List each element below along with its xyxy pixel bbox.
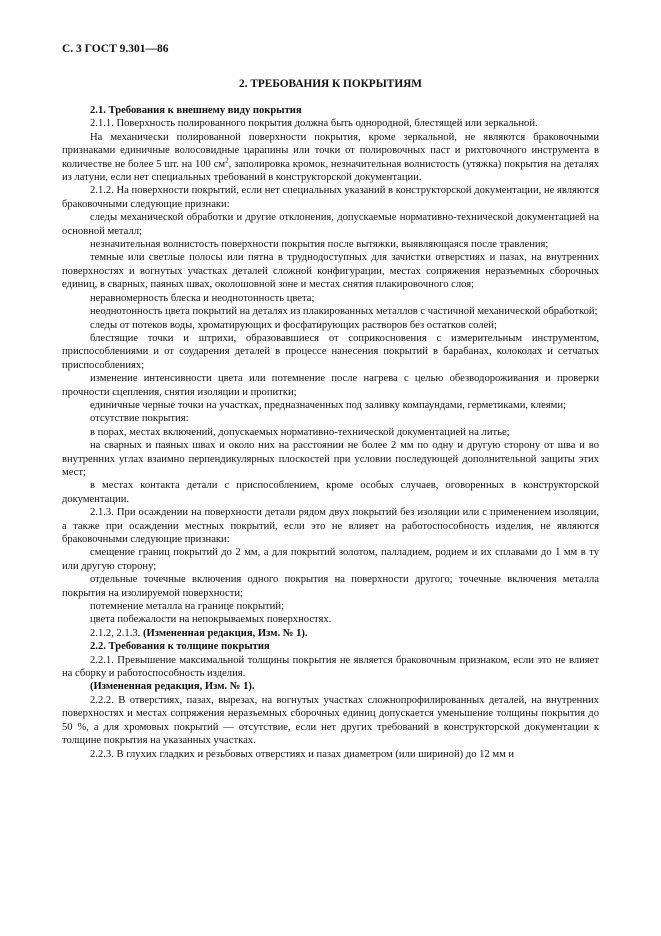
paragraph: 2.2.2. В отверстиях, пазах, вырезах, на вогнутых участках сложнопрофилированных деталей, на внутренних поверхностях и местах сопряжения неразъемных сборочных единиц допускается уменьшение толщины покрытия до 50 %, а для хромовых покрытий — отсутствие, если нет других требований в конструкторской документации к толщине покрытия на указанных участках. (62, 694, 599, 747)
paragraph: незначительная волнистость поверхности покрытия после вытяжки, выявляющаяся после травления; (90, 239, 549, 251)
paragraph: отдельные точечные включения одного покрытия на поверхности другого; точечные включения металла покрытия на изолируемой поверхности; (62, 574, 599, 599)
paragraph: На механически полированной поверхности покрытия, кроме зеркальной, не являются браковочными признаками единичные волосовидные царапины или точки от полировочных паст и рихтовочного инструмента в количестве не более 5 шт. на 100 $см^2$, заполировка кромок, незначительная волнистость (утяжка) покрытия на деталях из латуни, если нет специальных требований в конструкторской документации. (62, 131, 599, 184)
page-header: С. 3 ГОСТ 9.301—86 (62, 43, 169, 55)
paragraph: следы от потеков воды, хроматирующих и фосфатирующих растворов без остатков солей; (90, 319, 497, 331)
amendment-note: (Измененная редакция, Изм. № 1). (140, 627, 308, 639)
paragraph: единичные черные точки на участках, предназначенных под заливку компаундами, герметиками, клеями; (90, 399, 566, 411)
paragraph: в порах, местах включений, допускаемых нормативно-технической документацией на литье; (90, 426, 510, 438)
paragraph: неравномерность блеска и неоднотонность цвета; (90, 292, 315, 304)
paragraph: изменение интенсивности цвета или потемнение после нагрева с целью обезводороживания и проверки прочности сцепления, снятия изоляции и пропитки; (62, 373, 599, 398)
paragraph: 2.2.1. Превышение максимальной толщины покрытия не является браковочным признаком, если это не влияет на сборку и работоспособность изделия. (62, 654, 599, 680)
paragraph: отсутствие покрытия: (90, 413, 189, 425)
paragraph: 2.1.2. На поверхности покрытий, если нет специальных указаний в конструкторской документации, не являются браковочными следующие признаки: (62, 185, 599, 210)
paragraph: 2.1.2, 2.1.3. (Измененная редакция, Изм. № 1). (90, 627, 308, 639)
paragraph: 2.1.1. Поверхность полированного покрытия должна быть однородной, блестящей или зеркальной. (90, 118, 538, 130)
paragraph: неоднотонность цвета покрытий на деталях из плакированных металлов с частичной механической обработкой; (90, 306, 598, 318)
paragraph: блестящие точки и штрихи, образовавшиеся от соприкосновения с измерительным инструментом, приспособлениями и от соударения деталей в процессе нанесения покрытий в барабанах, колоколах и сетчатых приспособлениях; (62, 332, 599, 371)
paragraph: 2.2.3. В глухих гладких и резьбовых отверстиях и пазах диаметром (или шириной) до 12 мм и (90, 748, 515, 760)
paragraph: 2.1. Требования к внешнему виду покрытия (90, 105, 302, 116)
document-body (62, 104, 599, 761)
paragraph: на сварных и паяных швах и около них на расстоянии не более 2 мм по одну и другую сторону от шва и во внутренних углах взаимно перпендикулярных плоскостей при условии последующей дополнительной защиты этих мест; (62, 440, 599, 478)
paragraph: 2.2. Требования к толщине покрытия (90, 641, 270, 653)
paragraph: потемнение металла на границе покрытий; (90, 601, 284, 613)
paragraph: смещение границ покрытий до 2 мм, а для покрытий золотом, палладием, родием и их сплавами до 1 мм в ту или другую сторону; (62, 547, 599, 572)
paragraph: темные или светлые полосы или пятна в труднодоступных для зачистки отверстиях и пазах, на внутренних поверхностях и вогнутых участках деталей сложной конфигурации, местах сопряжения неразъемных сборочных единиц, в сварных, паяных швах, околошовной зоне и местах снятия плакировочного слоя; (62, 252, 599, 291)
section-title: 2. ТРЕБОВАНИЯ К ПОКРЫТИЯМ (239, 78, 422, 90)
paragraph: следы механической обработки и другие отклонения, допускаемые нормативно-технической документацией на основной металл; (62, 212, 599, 237)
paragraph: в местах контакта детали с приспособлением, кроме особых случаев, оговоренных в конструкторской документации. (62, 480, 599, 505)
paragraph: цвета побежалости на непокрываемых поверхностях. (90, 614, 332, 626)
paragraph: (Измененная редакция, Изм. № 1). (90, 681, 255, 693)
paragraph: 2.1.3. При осаждении на поверхности детали рядом двух покрытий без изоляции или с применением изоляции, а также при осаждении местных покрытий, если это не влияет на работоспособность изделия, не являются браковочными следующие признаки: (62, 507, 599, 545)
